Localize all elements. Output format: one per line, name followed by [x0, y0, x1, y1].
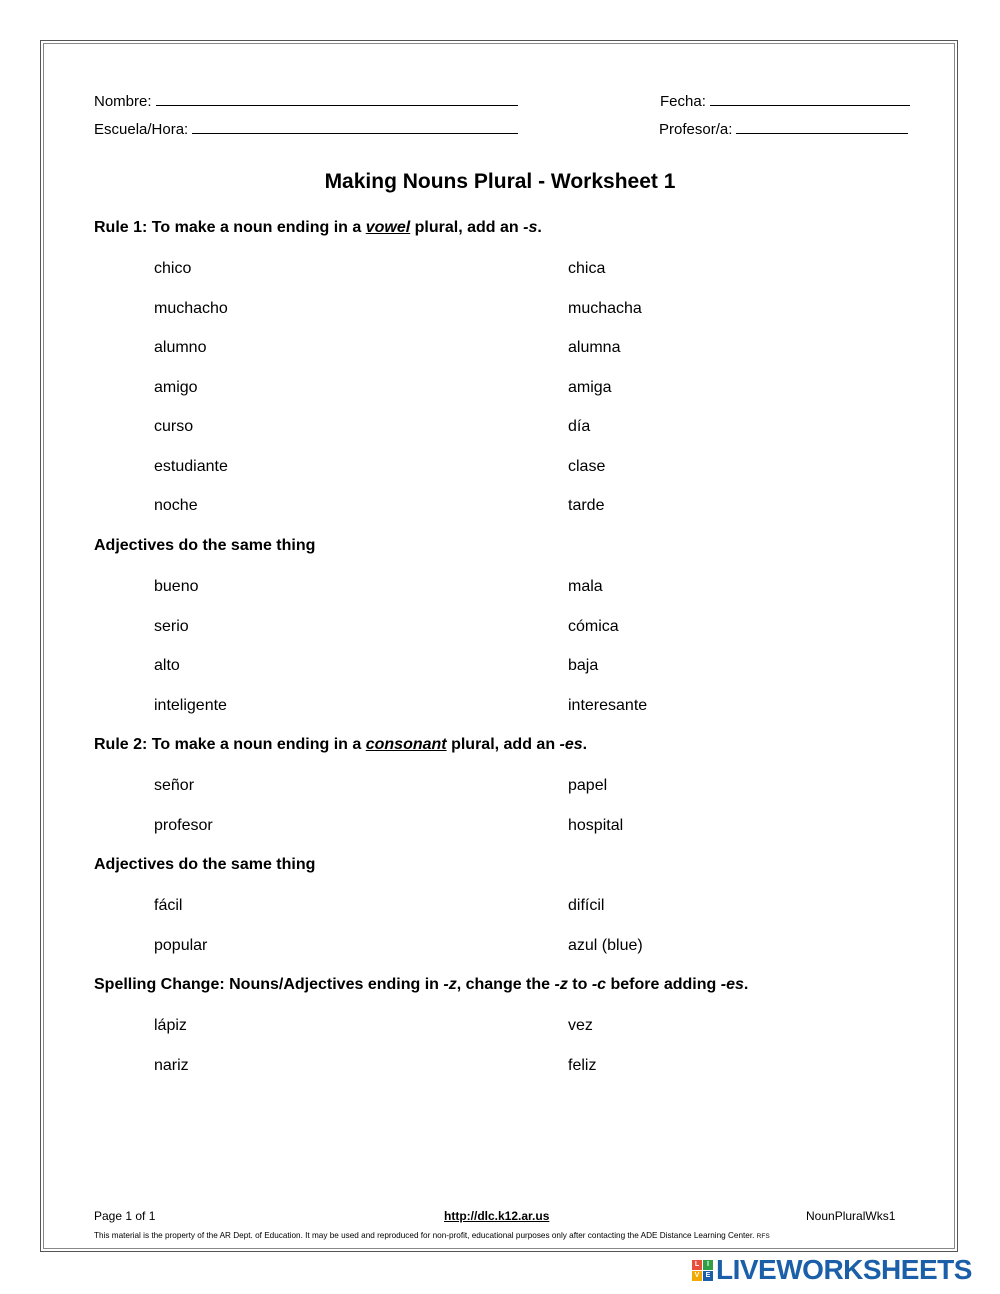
fecha-field[interactable]	[660, 91, 910, 110]
word-item: vez	[568, 1017, 593, 1034]
word-item: baja	[568, 657, 599, 674]
word-item: lápiz	[154, 1017, 187, 1034]
rule1-suffix: -s	[523, 219, 538, 236]
word-item: señor	[154, 777, 195, 794]
author-initials: RFS	[756, 1233, 770, 1240]
escuela-label: Escuela/Hora:	[94, 121, 189, 138]
word-item: difícil	[568, 897, 605, 914]
spelling-end: .	[743, 976, 749, 993]
word-item: papel	[568, 777, 608, 794]
liveworksheets-wordmark: LIVEWORKSHEETS	[716, 1254, 972, 1285]
liveworksheets-brand[interactable]	[692, 1254, 972, 1286]
word-item: tarde	[568, 497, 605, 514]
copyright-text: This material is the property of the AR Dept. of Education. It may be used and reproduced for non-profit, educational purposes only after contacting the ADE Distance Learning Center.	[94, 1231, 755, 1240]
word-item: día	[568, 418, 591, 435]
spelling-z1: -z	[443, 976, 457, 993]
word-item: chico	[154, 260, 192, 277]
profesor-label: Profesor/a:	[659, 121, 733, 138]
rule2-heading	[94, 736, 587, 754]
word-item: serio	[154, 617, 189, 635]
spelling-mid1: , change the	[456, 976, 555, 993]
document-code: NounPluralWks1	[806, 1209, 896, 1223]
rule1-keyword: vowel	[365, 219, 411, 236]
rule2-keyword: consonant	[365, 736, 447, 753]
fecha-label: Fecha:	[660, 93, 706, 110]
rule1-end: .	[537, 219, 542, 236]
word-item: alumna	[568, 339, 621, 356]
logo-square: L	[692, 1260, 702, 1270]
word-item: interesante	[568, 696, 648, 714]
word-item: popular	[154, 936, 208, 954]
word-item: curso	[154, 418, 194, 435]
word-item: azul (blue)	[568, 936, 643, 954]
profesor-blank-line[interactable]	[736, 119, 908, 134]
word-item: profesor	[154, 816, 213, 834]
word-item: hospital	[568, 816, 624, 834]
rule2-suffix: -es	[559, 736, 583, 753]
word-item: muchacha	[568, 299, 642, 317]
word-item: mala	[568, 578, 603, 595]
profesor-field[interactable]	[659, 119, 908, 138]
nombre-field[interactable]	[94, 91, 518, 110]
spelling-es: -es	[720, 976, 744, 993]
spelling-z2: -z	[554, 976, 568, 993]
rule2-end: .	[582, 736, 588, 753]
word-item: muchacho	[154, 299, 228, 317]
page-number: Page 1 of 1	[94, 1209, 156, 1223]
adjectives-heading-1: Adjectives do the same thing	[94, 537, 316, 554]
word-item: noche	[154, 497, 198, 514]
word-item: fácil	[154, 897, 183, 914]
rule2-text: Rule 2: To make a noun ending in a	[94, 736, 366, 753]
liveworksheets-logo-icon	[692, 1260, 713, 1281]
rule1-heading	[94, 219, 542, 237]
spelling-mid2: to	[567, 976, 592, 993]
spelling-c: -c	[591, 976, 607, 993]
word-item: clase	[568, 457, 606, 475]
spelling-mid3: before adding	[606, 976, 721, 993]
logo-square: V	[692, 1271, 702, 1281]
word-item: amiga	[568, 378, 612, 396]
word-item: feliz	[568, 1057, 597, 1074]
footer-url-link[interactable]: http://dlc.k12.ar.us	[444, 1209, 550, 1223]
adjectives-heading-2: Adjectives do the same thing	[94, 856, 316, 873]
word-item: amigo	[154, 378, 198, 396]
escuela-blank-line[interactable]	[192, 119, 518, 134]
word-item: nariz	[154, 1057, 189, 1074]
rule1-mid: plural, add an	[410, 219, 524, 236]
nombre-blank-line[interactable]	[156, 91, 518, 106]
fecha-blank-line[interactable]	[710, 91, 910, 106]
spelling-pre: Spelling Change: Nouns/Adjectives ending in	[94, 976, 444, 993]
word-item: cómica	[568, 617, 619, 635]
word-item: bueno	[154, 578, 199, 595]
logo-square: E	[703, 1271, 713, 1281]
spelling-change-heading	[94, 976, 748, 994]
copyright-notice	[94, 1231, 770, 1240]
word-item: alumno	[154, 339, 207, 356]
rule1-text: Rule 1: To make a noun ending in a	[94, 219, 366, 236]
word-item: estudiante	[154, 457, 228, 475]
worksheet-title: Making Nouns Plural - Worksheet 1	[324, 170, 676, 193]
rule2-mid: plural, add an	[446, 736, 560, 753]
word-item: alto	[154, 657, 180, 674]
logo-square: I	[703, 1260, 713, 1270]
escuela-field[interactable]	[94, 119, 518, 138]
word-item: inteligente	[154, 696, 227, 714]
nombre-label: Nombre:	[94, 93, 152, 110]
word-item: chica	[568, 260, 606, 277]
